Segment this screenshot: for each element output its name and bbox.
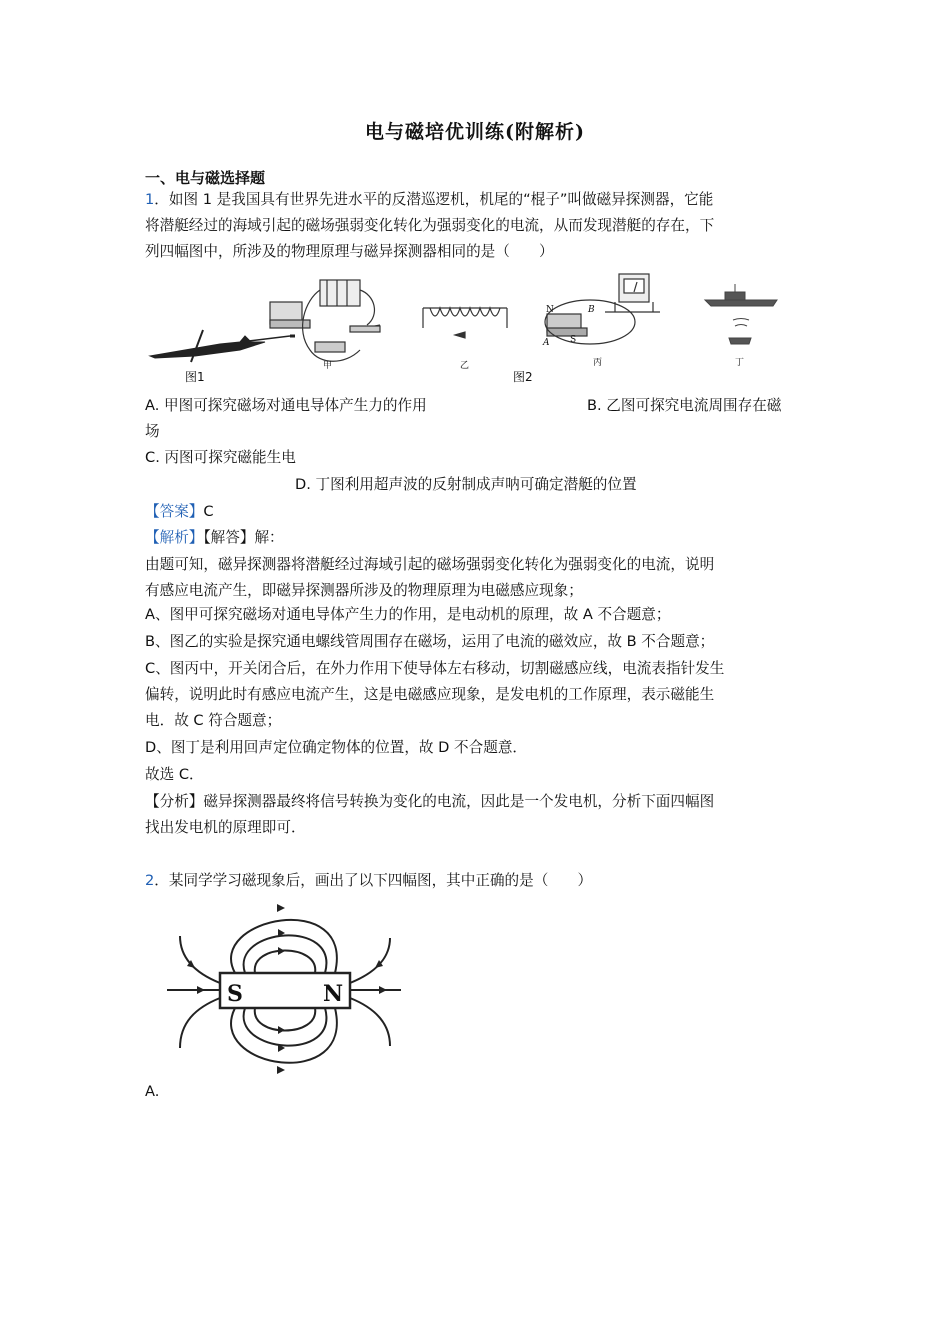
- q1-option-a: A. 甲图可探究磁场对通电导体产生力的作用: [145, 397, 427, 414]
- analysis-tag: 【解析】: [145, 529, 204, 546]
- answer-tag: 【答案】: [145, 503, 204, 520]
- q1-option-b-cont: 场: [145, 423, 160, 440]
- q1-explain-2: 有感应电流产生，即磁异探测器所涉及的物理原理为电磁感应现象；: [145, 582, 583, 599]
- q1-analysis-2: 找出发电机的原理即可．: [145, 819, 306, 836]
- q1-analysis-head: [145, 528, 810, 548]
- q1-option-b: B. 乙图可探究电流周围存在磁: [587, 397, 782, 414]
- q1-explain-7: 电．故 C 符合题意；: [145, 712, 282, 729]
- q1-option-c: C. 丙图可探究磁能生电: [145, 449, 296, 466]
- label-b: B: [588, 305, 595, 315]
- label-a: A: [543, 338, 550, 348]
- q1-explain-6: 偏转，说明此时有感应电流产生，这是电磁感应现象，是发电机的工作原理，表示磁能生: [145, 686, 715, 703]
- fig1-caption: 图1: [185, 370, 205, 384]
- label-ding: 丁: [735, 358, 745, 368]
- q1-explain-8: D、图丁是利用回声定位确定物体的位置，故 D 不合题意．: [145, 739, 528, 756]
- q1-analysis-1: 【分析】磁异探测器最终将信号转换为变化的电流，因此是一个发电机，分析下面四幅图: [145, 793, 715, 810]
- q2-text: ．某同学学习磁现象后，画出了以下四幅图，其中正确的是（ ）: [154, 872, 593, 889]
- q1-figure: [145, 270, 805, 390]
- solenoid-icon: [423, 308, 507, 338]
- q2-number: 2: [145, 872, 155, 889]
- label-jia: 甲: [323, 361, 333, 371]
- q1-explain-5: C、图丙中，开关闭合后，在外力作用下使导体左右移动，切割磁感应线，电流表指针发生: [145, 660, 725, 677]
- magnet-s-label: S: [227, 981, 243, 1007]
- bar-magnet-field-figure: [165, 898, 405, 1083]
- magnet-n-label: N: [323, 981, 344, 1007]
- ship-sonar-icon: [705, 284, 777, 344]
- label-yi: 乙: [460, 361, 470, 371]
- q1-line-3: 列四幅图中，所涉及的物理原理与磁异探测器相同的是（ ）: [145, 243, 554, 260]
- q1-explain-4: B、图乙的实验是探究通电螺线管周围存在磁场，运用了电流的磁效应，故 B 不合题意；: [145, 633, 715, 650]
- page-title: 电与磁培优训练(附解析): [365, 121, 585, 143]
- answer-value: C: [203, 503, 214, 520]
- label-bing: 丙: [593, 358, 603, 368]
- q1-explain-9: 故选 C．: [145, 766, 204, 783]
- label-s: S: [570, 335, 577, 345]
- section-heading: 一、电与磁选择题: [145, 169, 266, 187]
- label-n: N: [546, 305, 554, 315]
- q2-option-a: A.: [145, 1083, 160, 1100]
- motor-apparatus-icon: [270, 280, 380, 361]
- q1-option-d: D. 丁图利用超声波的反射制成声呐可确定潜艇的位置: [295, 476, 637, 493]
- patrol-aircraft-icon: [150, 330, 295, 362]
- q1-line-2: 将潜艇经过的海域引起的磁场强弱变化转化为强弱变化的电流，从而发现潜艇的存在，下: [145, 217, 715, 234]
- q2-line: [145, 871, 810, 891]
- analysis-head: 【解答】解：: [203, 529, 284, 546]
- q1-text-1: ．如图 1 是我国具有世界先进水平的反潜巡逻机，机尾的“棍子”叫做磁异探测器，它能: [154, 191, 714, 208]
- q1-line-1: [145, 190, 810, 210]
- fig2-caption: 图2: [513, 370, 533, 384]
- q1-explain-1: 由题可知，磁异探测器将潜艇经过海域引起的磁场强弱变化转化为强弱变化的电流，说明: [145, 556, 715, 573]
- q1-answer: [145, 502, 810, 522]
- induction-experiment-icon: [545, 274, 660, 344]
- q1-number: 1: [145, 191, 155, 208]
- q1-explain-3: A、图甲可探究磁场对通电导体产生力的作用，是电动机的原理，故 A 不合题意；: [145, 606, 671, 623]
